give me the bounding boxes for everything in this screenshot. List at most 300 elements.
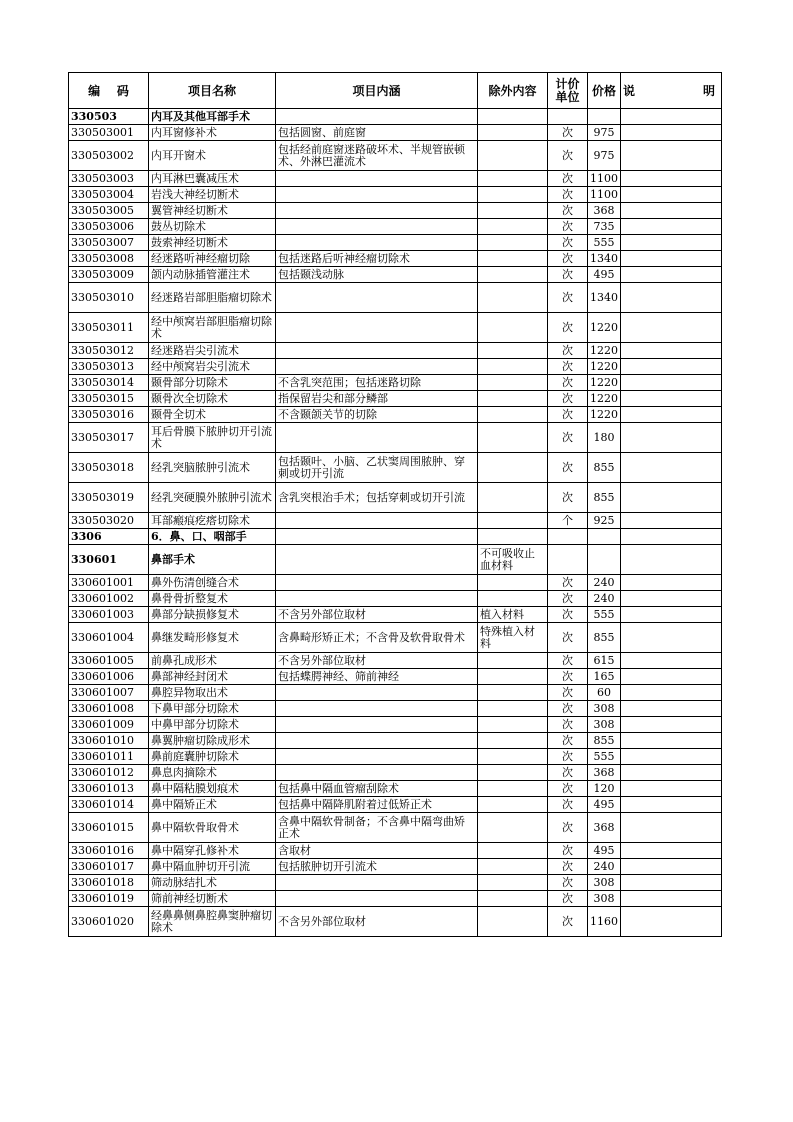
item-unit: 次 [548, 375, 588, 391]
item-description [621, 267, 722, 283]
item-exclusions [478, 859, 548, 875]
item-price: 555 [588, 749, 621, 765]
item-code: 330601016 [69, 843, 149, 859]
item-code: 330601017 [69, 859, 149, 875]
col-header-exclusions: 除外内容 [478, 73, 548, 109]
item-description [621, 407, 722, 423]
item-description [621, 781, 722, 797]
table-row [69, 875, 722, 891]
item-name: 鼓索神经切断术 [149, 235, 276, 251]
item-exclusions [478, 171, 548, 187]
item-price: 368 [588, 765, 621, 781]
table-row [69, 701, 722, 717]
item-description [621, 765, 722, 781]
item-content: 含鼻中隔软骨制备；不含鼻中隔弯曲矫正术 [276, 813, 478, 843]
item-content [276, 575, 478, 591]
item-code: 330503001 [69, 125, 149, 141]
item-description [621, 375, 722, 391]
table-row [69, 343, 722, 359]
item-code: 330601009 [69, 717, 149, 733]
table-row [69, 765, 722, 781]
item-content: 包括颞叶、小脑、乙状窦周围脓肿、穿刺或切开引流 [276, 453, 478, 483]
table-row [69, 375, 722, 391]
item-exclusions [478, 843, 548, 859]
item-content [276, 591, 478, 607]
item-exclusions [478, 251, 548, 267]
item-code: 330601019 [69, 891, 149, 907]
item-name: 鼻外伤清创缝合术 [149, 575, 276, 591]
table-row [69, 391, 722, 407]
col-header-unit-line1: 计价 [555, 76, 580, 91]
item-unit: 次 [548, 843, 588, 859]
item-content [276, 187, 478, 203]
item-unit: 次 [548, 267, 588, 283]
item-content [276, 891, 478, 907]
item-unit: 次 [548, 653, 588, 669]
item-name: 鼻中隔血肿切开引流 [149, 859, 276, 875]
item-name: 鼻继发畸形修复术 [149, 623, 276, 653]
item-content: 不含乳突范围；包括迷路切除 [276, 375, 478, 391]
item-price: 615 [588, 653, 621, 669]
item-exclusions [478, 313, 548, 343]
item-price: 855 [588, 483, 621, 513]
item-unit: 次 [548, 141, 588, 171]
item-price: 1220 [588, 343, 621, 359]
item-code: 330503010 [69, 283, 149, 313]
item-unit: 次 [548, 407, 588, 423]
item-description [621, 891, 722, 907]
item-exclusions [478, 391, 548, 407]
item-price: 240 [588, 575, 621, 591]
item-code: 330601014 [69, 797, 149, 813]
item-name: 鼻腔异物取出术 [149, 685, 276, 701]
table-row [69, 653, 722, 669]
item-unit [548, 109, 588, 125]
item-exclusions [478, 483, 548, 513]
item-exclusions [478, 283, 548, 313]
item-price: 555 [588, 235, 621, 251]
col-header-content: 项目内涵 [276, 73, 478, 109]
item-description [621, 591, 722, 607]
item-description [621, 235, 722, 251]
item-name: 岩浅大神经切断术 [149, 187, 276, 203]
item-price: 308 [588, 875, 621, 891]
item-description [621, 859, 722, 875]
item-price: 240 [588, 859, 621, 875]
item-name: 翼管神经切断术 [149, 203, 276, 219]
item-name: 经中颅窝岩尖引流术 [149, 359, 276, 375]
item-code: 330503014 [69, 375, 149, 391]
item-name: 鼻部神经封闭术 [149, 669, 276, 685]
item-unit: 次 [548, 733, 588, 749]
item-code: 330503017 [69, 423, 149, 453]
item-code: 330503008 [69, 251, 149, 267]
item-code: 330601015 [69, 813, 149, 843]
item-content: 包括蝶腭神经、筛前神经 [276, 669, 478, 685]
item-code: 330601 [69, 545, 149, 575]
item-exclusions [478, 203, 548, 219]
item-code: 330503011 [69, 313, 149, 343]
item-code: 330601011 [69, 749, 149, 765]
item-content [276, 875, 478, 891]
item-unit: 次 [548, 685, 588, 701]
col-header-unit [548, 73, 588, 109]
item-price [588, 529, 621, 545]
item-code: 330601003 [69, 607, 149, 623]
item-unit: 次 [548, 251, 588, 267]
item-exclusions [478, 781, 548, 797]
item-price: 1340 [588, 283, 621, 313]
table-row [69, 141, 722, 171]
section-row [69, 529, 722, 545]
item-name: 内耳开窗术 [149, 141, 276, 171]
item-price: 735 [588, 219, 621, 235]
item-price: 165 [588, 669, 621, 685]
item-exclusions [478, 375, 548, 391]
item-name: 6．鼻、口、咽部手 [149, 529, 276, 545]
item-content [276, 765, 478, 781]
col-header-price: 价格 [588, 73, 621, 109]
item-name: 内耳窗修补术 [149, 125, 276, 141]
item-unit: 次 [548, 875, 588, 891]
item-content: 包括鼻中隔血管瘤刮除术 [276, 781, 478, 797]
item-price: 1340 [588, 251, 621, 267]
item-unit [548, 545, 588, 575]
item-code: 330503004 [69, 187, 149, 203]
item-content: 含取材 [276, 843, 478, 859]
item-exclusions: 特殊植入材料 [478, 623, 548, 653]
table-row [69, 313, 722, 343]
item-description [621, 125, 722, 141]
item-unit: 次 [548, 359, 588, 375]
table-row [69, 359, 722, 375]
item-unit: 次 [548, 859, 588, 875]
item-unit: 次 [548, 187, 588, 203]
item-unit: 次 [548, 283, 588, 313]
item-code: 330601012 [69, 765, 149, 781]
item-unit: 次 [548, 797, 588, 813]
item-unit: 次 [548, 701, 588, 717]
item-price: 1220 [588, 391, 621, 407]
table-row [69, 749, 722, 765]
col-header-description [621, 73, 722, 109]
item-content: 包括脓肿切开引流术 [276, 859, 478, 875]
item-unit: 次 [548, 313, 588, 343]
item-exclusions [478, 891, 548, 907]
item-content: 包括颞浅动脉 [276, 267, 478, 283]
table-row [69, 453, 722, 483]
item-price: 308 [588, 717, 621, 733]
table-row [69, 407, 722, 423]
item-content: 不含另外部位取材 [276, 607, 478, 623]
item-description [621, 251, 722, 267]
item-unit: 次 [548, 235, 588, 251]
table-row [69, 623, 722, 653]
item-exclusions [478, 701, 548, 717]
item-name: 耳部瘢痕疙瘩切除术 [149, 513, 276, 529]
item-unit: 次 [548, 483, 588, 513]
item-name: 耳后骨膜下脓肿切开引流术 [149, 423, 276, 453]
item-content: 包括经前庭窗迷路破坏术、半规管嵌顿术、外淋巴灌流术 [276, 141, 478, 171]
item-exclusions [478, 407, 548, 423]
item-unit: 次 [548, 623, 588, 653]
item-name: 筛前神经切断术 [149, 891, 276, 907]
item-unit: 次 [548, 749, 588, 765]
item-content [276, 717, 478, 733]
item-description [621, 313, 722, 343]
table-row [69, 251, 722, 267]
table-row [69, 733, 722, 749]
item-content: 含乳突根治手术；包括穿刺或切开引流 [276, 483, 478, 513]
item-code: 330503002 [69, 141, 149, 171]
fee-schedule-table [68, 72, 722, 937]
item-code: 330601006 [69, 669, 149, 685]
item-description [621, 343, 722, 359]
item-price: 495 [588, 797, 621, 813]
item-price: 975 [588, 141, 621, 171]
item-unit: 次 [548, 607, 588, 623]
table-row [69, 513, 722, 529]
item-name: 鼻中隔软骨取骨术 [149, 813, 276, 843]
item-unit: 次 [548, 171, 588, 187]
item-unit: 次 [548, 907, 588, 937]
item-unit: 次 [548, 669, 588, 685]
item-description [621, 109, 722, 125]
item-name: 颞骨次全切除术 [149, 391, 276, 407]
item-unit: 个 [548, 513, 588, 529]
item-name: 鼻翼肿瘤切除成形术 [149, 733, 276, 749]
item-price: 1220 [588, 375, 621, 391]
item-description [621, 203, 722, 219]
item-name: 颌内动脉插管灌注术 [149, 267, 276, 283]
item-description [621, 733, 722, 749]
item-name: 经迷路听神经瘤切除 [149, 251, 276, 267]
col-header-name: 项目名称 [149, 73, 276, 109]
item-price: 180 [588, 423, 621, 453]
item-name: 鼓丛切除术 [149, 219, 276, 235]
item-price: 1160 [588, 907, 621, 937]
item-description [621, 749, 722, 765]
item-name: 鼻骨骨折整复术 [149, 591, 276, 607]
item-exclusions [478, 717, 548, 733]
item-code: 330503005 [69, 203, 149, 219]
item-content [276, 513, 478, 529]
item-unit: 次 [548, 125, 588, 141]
item-content [276, 219, 478, 235]
item-content: 不含另外部位取材 [276, 907, 478, 937]
item-price: 855 [588, 453, 621, 483]
item-content [276, 749, 478, 765]
item-description [621, 187, 722, 203]
item-price: 1220 [588, 407, 621, 423]
item-name: 鼻中隔矫正术 [149, 797, 276, 813]
item-description [621, 513, 722, 529]
item-content [276, 733, 478, 749]
item-unit: 次 [548, 343, 588, 359]
section-row [69, 545, 722, 575]
item-description [621, 669, 722, 685]
item-exclusions [478, 343, 548, 359]
item-price: 308 [588, 891, 621, 907]
item-price: 60 [588, 685, 621, 701]
item-price: 368 [588, 813, 621, 843]
item-name: 经迷路岩尖引流术 [149, 343, 276, 359]
item-content: 含鼻畸形矫正术；不含骨及软骨取骨术 [276, 623, 478, 653]
item-name: 颞骨全切术 [149, 407, 276, 423]
item-description [621, 623, 722, 653]
item-price: 1220 [588, 359, 621, 375]
item-description [621, 717, 722, 733]
table-row [69, 813, 722, 843]
item-price: 368 [588, 203, 621, 219]
item-description [621, 453, 722, 483]
item-price: 855 [588, 623, 621, 653]
table-row [69, 843, 722, 859]
item-exclusions [478, 875, 548, 891]
col-header-unit-line2: 单位 [555, 89, 580, 104]
item-price: 925 [588, 513, 621, 529]
table-row [69, 907, 722, 937]
item-unit: 次 [548, 781, 588, 797]
item-price: 495 [588, 267, 621, 283]
item-description [621, 283, 722, 313]
item-description [621, 171, 722, 187]
item-description [621, 483, 722, 513]
item-code: 3306 [69, 529, 149, 545]
table-row [69, 781, 722, 797]
item-description [621, 701, 722, 717]
item-exclusions [478, 669, 548, 685]
item-exclusions [478, 575, 548, 591]
item-unit: 次 [548, 891, 588, 907]
item-description [621, 907, 722, 937]
item-exclusions [478, 109, 548, 125]
item-code: 330601001 [69, 575, 149, 591]
item-exclusions [478, 749, 548, 765]
item-content [276, 701, 478, 717]
item-content: 不含颞颌关节的切除 [276, 407, 478, 423]
item-description [621, 359, 722, 375]
item-content [276, 423, 478, 453]
item-price: 120 [588, 781, 621, 797]
item-price [588, 545, 621, 575]
item-exclusions [478, 267, 548, 283]
item-code: 330503018 [69, 453, 149, 483]
item-description [621, 529, 722, 545]
item-name: 鼻部手术 [149, 545, 276, 575]
item-unit: 次 [548, 765, 588, 781]
table-row [69, 483, 722, 513]
item-name: 经乳突硬膜外脓肿引流术 [149, 483, 276, 513]
item-description [621, 797, 722, 813]
item-unit: 次 [548, 453, 588, 483]
table-row [69, 797, 722, 813]
item-exclusions [478, 125, 548, 141]
item-description [621, 423, 722, 453]
item-description [621, 141, 722, 171]
item-unit: 次 [548, 813, 588, 843]
item-name: 经鼻鼻侧鼻腔鼻窦肿瘤切除术 [149, 907, 276, 937]
item-content [276, 343, 478, 359]
item-exclusions: 不可吸收止血材料 [478, 545, 548, 575]
item-name: 经乳突脑脓肿引流术 [149, 453, 276, 483]
item-content [276, 171, 478, 187]
item-description [621, 607, 722, 623]
item-content [276, 313, 478, 343]
item-exclusions [478, 813, 548, 843]
item-code: 330503016 [69, 407, 149, 423]
item-price: 1220 [588, 313, 621, 343]
table-row [69, 283, 722, 313]
item-content: 包括鼻中隔降肌附着过低矫正术 [276, 797, 478, 813]
item-description [621, 875, 722, 891]
item-name: 内耳及其他耳部手术 [149, 109, 276, 125]
item-description [621, 219, 722, 235]
item-unit: 次 [548, 423, 588, 453]
item-content [276, 235, 478, 251]
item-name: 前鼻孔成形术 [149, 653, 276, 669]
item-exclusions [478, 513, 548, 529]
item-name: 鼻前庭囊肿切除术 [149, 749, 276, 765]
table-row [69, 125, 722, 141]
item-name: 筛动脉结扎术 [149, 875, 276, 891]
item-name: 鼻息肉摘除术 [149, 765, 276, 781]
item-content: 包括圆窗、前庭窗 [276, 125, 478, 141]
item-content: 不含另外部位取材 [276, 653, 478, 669]
item-price: 1100 [588, 171, 621, 187]
item-name: 鼻中隔粘膜划痕术 [149, 781, 276, 797]
item-content [276, 109, 478, 125]
item-code: 330503 [69, 109, 149, 125]
item-exclusions [478, 453, 548, 483]
item-code: 330601020 [69, 907, 149, 937]
item-code: 330503020 [69, 513, 149, 529]
item-code: 330503006 [69, 219, 149, 235]
col-header-code: 编 码 [69, 73, 149, 109]
item-price: 1100 [588, 187, 621, 203]
item-name: 内耳淋巴囊减压术 [149, 171, 276, 187]
item-description [621, 843, 722, 859]
item-price: 308 [588, 701, 621, 717]
item-exclusions [478, 529, 548, 545]
item-exclusions [478, 765, 548, 781]
item-code: 330503007 [69, 235, 149, 251]
item-code: 330601010 [69, 733, 149, 749]
item-description [621, 685, 722, 701]
item-code: 330601002 [69, 591, 149, 607]
item-exclusions [478, 423, 548, 453]
item-code: 330601005 [69, 653, 149, 669]
header-row [69, 73, 722, 109]
item-exclusions [478, 653, 548, 669]
item-description [621, 391, 722, 407]
item-unit [548, 529, 588, 545]
table-row [69, 591, 722, 607]
table-row [69, 717, 722, 733]
item-unit: 次 [548, 575, 588, 591]
item-description [621, 575, 722, 591]
item-exclusions: 植入材料 [478, 607, 548, 623]
item-code: 330503003 [69, 171, 149, 187]
item-content [276, 685, 478, 701]
item-name: 颞骨部分切除术 [149, 375, 276, 391]
table-row [69, 607, 722, 623]
item-exclusions [478, 141, 548, 171]
item-exclusions [478, 797, 548, 813]
col-header-desc-right: 明 [702, 83, 715, 98]
item-unit: 次 [548, 219, 588, 235]
item-exclusions [478, 235, 548, 251]
